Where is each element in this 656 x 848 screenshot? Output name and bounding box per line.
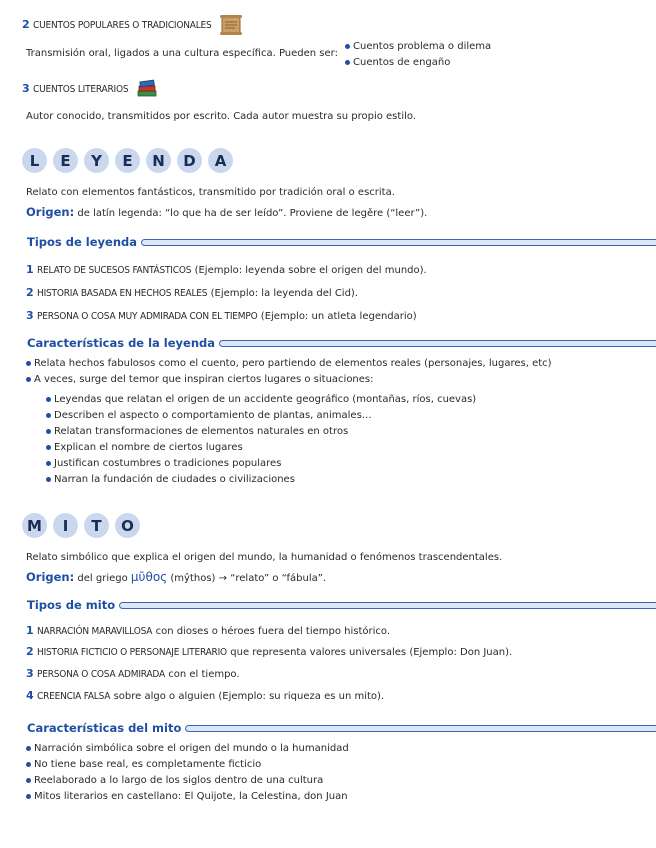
mito-type-item [26, 645, 512, 658]
heading-title: CUENTOS POPULARES O TRADICIONALES [33, 20, 212, 31]
leyenda-feature-item [26, 374, 374, 385]
item-desc: con el tiempo. [168, 669, 240, 680]
item-desc: sobre algo o alguien (Ejemplo: su riqueza es un mito). [113, 691, 385, 702]
title-letter: D [177, 148, 202, 173]
bullet-icon [46, 445, 51, 450]
list-item-text: Describen el aspecto o comportamiento de plantas, animales… [54, 410, 372, 421]
list-item-text: Reelaborado a lo largo de los siglos dentro de una cultura [34, 775, 324, 786]
leyenda-origin [26, 205, 427, 219]
mito-feature-item [26, 759, 261, 770]
item-name: CREENCIA FALSA [37, 691, 111, 702]
title-letter: O [115, 513, 140, 538]
leyenda-definition: Relato con elementos fantásticos, transmitido por tradición oral o escrita. [26, 187, 395, 198]
cuentos-type-item [345, 41, 491, 52]
section-rule [141, 239, 656, 246]
mito-feature-item [26, 791, 348, 802]
item-number: 2 [26, 286, 34, 299]
list-item-text: Justifican costumbres o tradiciones populares [54, 458, 282, 469]
origin-greek-word: μῦθος [130, 570, 168, 584]
item-number: 2 [26, 645, 34, 658]
scroll-icon [219, 14, 243, 36]
leyenda-subfeature-item [46, 442, 243, 453]
item-number: 1 [26, 624, 34, 637]
origin-post: (mŷthos) → “relato” o “fábula”. [170, 573, 327, 584]
bullet-icon [26, 778, 31, 783]
item-name: PERSONA O COSA MUY ADMIRADA CON EL TIEMPO [37, 311, 258, 322]
section-title: Características del mito [27, 721, 182, 735]
bullet-icon [46, 397, 51, 402]
mito-type-item [26, 689, 384, 702]
list-item-text: Mitos literarios en castellano: El Quijote, la Celestina, don Juan [34, 791, 348, 802]
list-item-text: Leyendas que relatan el origen de un accidente geográfico (montañas, ríos, cuevas) [54, 394, 477, 405]
bullet-icon [345, 44, 350, 49]
list-item-text: Cuentos de engaño [353, 57, 451, 68]
cuentos-populares-heading [22, 14, 243, 36]
item-name: PERSONA O COSA ADMIRADA [37, 669, 165, 680]
mito-features-header [27, 720, 656, 736]
item-desc: (Ejemplo: leyenda sobre el origen del mundo). [194, 265, 427, 276]
section-title: Tipos de leyenda [27, 235, 138, 249]
title-letter: L [22, 148, 47, 173]
section-rule [185, 725, 656, 732]
mito-feature-item [26, 775, 323, 786]
title-letter: Y [84, 148, 109, 173]
leyenda-features-header [27, 335, 656, 351]
item-number: 4 [26, 689, 34, 702]
mito-type-item [26, 624, 390, 637]
title-letter: E [115, 148, 140, 173]
title-letter: T [84, 513, 109, 538]
heading-number: 2 [22, 18, 30, 31]
leyenda-type-item [26, 263, 427, 276]
leyenda-subfeature-item [46, 426, 348, 437]
leyenda-type-item [26, 309, 417, 322]
bullet-icon [345, 60, 350, 65]
leyenda-subfeature-item [46, 458, 281, 469]
origin-pre: del griego [77, 573, 128, 584]
section-rule [119, 602, 656, 609]
item-number: 3 [26, 667, 34, 680]
item-name: RELATO DE SUCESOS FANTÁSTICOS [37, 265, 192, 276]
title-letter: N [146, 148, 171, 173]
books-icon [136, 78, 158, 100]
cuentos-literarios-desc: Autor conocido, transmitidos por escrito. Cada autor muestra su propio estilo. [26, 111, 416, 122]
bullet-icon [46, 477, 51, 482]
list-item-text: Relatan transformaciones de elementos naturales en otros [54, 426, 349, 437]
item-desc: (Ejemplo: un atleta legendario) [260, 311, 417, 322]
bullet-icon [26, 794, 31, 799]
mito-definition: Relato simbólico que explica el origen del mundo, la humanidad o fenómenos trascendentales. [26, 552, 503, 563]
leyenda-feature-item [26, 358, 552, 369]
mito-origin [26, 570, 326, 584]
bullet-icon [26, 361, 31, 366]
section-rule [219, 340, 656, 347]
item-desc: que representa valores universales (Ejemplo: Don Juan). [230, 647, 513, 658]
section-title: Características de la leyenda [27, 336, 216, 350]
leyenda-subfeature-item [46, 410, 372, 421]
item-desc: (Ejemplo: la leyenda del Cid). [210, 288, 359, 299]
list-item-text: Narración simbólica sobre el origen del mundo o la humanidad [34, 743, 349, 754]
item-number: 3 [26, 309, 34, 322]
bullet-icon [46, 413, 51, 418]
bullet-icon [26, 762, 31, 767]
item-name: HISTORIA BASADA EN HECHOS REALES [37, 288, 208, 299]
leyenda-types-header [27, 234, 656, 250]
leyenda-type-item [26, 286, 358, 299]
mito-title [22, 513, 140, 538]
cuentos-literarios-heading [22, 78, 158, 100]
item-name: NARRACIÓN MARAVILLOSA [37, 626, 153, 637]
origin-label: Origen: [26, 570, 75, 584]
list-item-text: Relata hechos fabulosos como el cuento, pero partiendo de elementos reales (personajes, lugares, etc) [34, 358, 552, 369]
title-letter: E [53, 148, 78, 173]
list-item-text: Cuentos problema o dilema [353, 41, 492, 52]
item-desc: con dioses o héroes fuera del tiempo histórico. [155, 626, 391, 637]
cuentos-populares-desc: Transmisión oral, ligados a una cultura específica. Pueden ser: [26, 48, 338, 59]
origin-text: de latín legenda: “lo que ha de ser leído”. Proviene de legěre (“leer”). [77, 208, 428, 219]
heading-number: 3 [22, 82, 30, 95]
bullet-icon [26, 746, 31, 751]
list-item-text: No tiene base real, es completamente ficticio [34, 759, 262, 770]
mito-types-header [27, 597, 656, 613]
title-letter: M [22, 513, 47, 538]
item-number: 1 [26, 263, 34, 276]
bullet-icon [46, 461, 51, 466]
list-item-text: Narran la fundación de ciudades o civilizaciones [54, 474, 295, 485]
leyenda-title [22, 148, 233, 173]
cuentos-type-item [345, 57, 450, 68]
mito-feature-item [26, 743, 349, 754]
title-letter: A [208, 148, 233, 173]
leyenda-subfeature-item [46, 474, 295, 485]
list-item-text: A veces, surge del temor que inspiran ciertos lugares o situaciones: [34, 374, 374, 385]
item-name: HISTORIA FICTICIO O PERSONAJE LITERARIO [37, 647, 227, 658]
bullet-icon [26, 377, 31, 382]
section-title: Tipos de mito [27, 598, 116, 612]
leyenda-subfeature-item [46, 394, 476, 405]
list-item-text: Explican el nombre de ciertos lugares [54, 442, 243, 453]
origin-label: Origen: [26, 205, 75, 219]
bullet-icon [46, 429, 51, 434]
heading-title: CUENTOS LITERARIOS [33, 84, 129, 95]
mito-type-item [26, 667, 240, 680]
title-letter: I [53, 513, 78, 538]
